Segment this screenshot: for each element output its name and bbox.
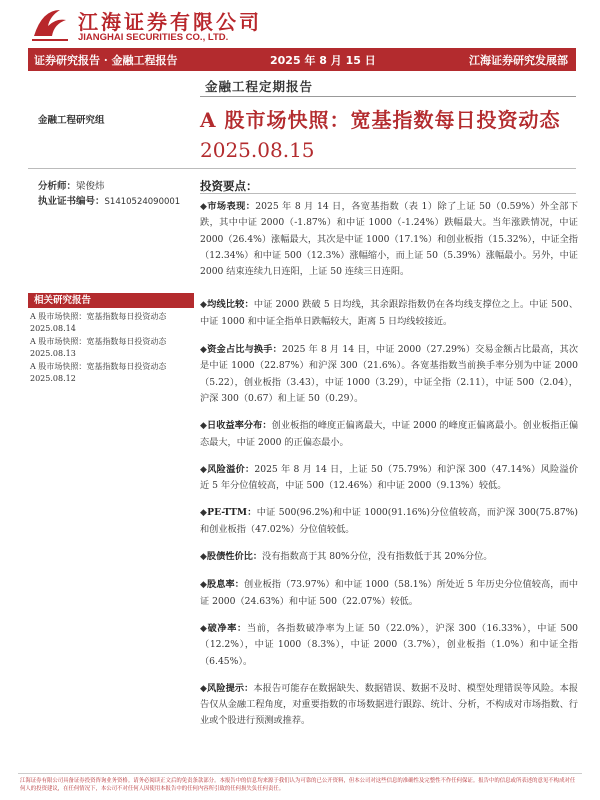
diamond-bullet-icon: ◆ [200,683,208,694]
header-department: 江海证券研究发展部 [469,54,568,67]
diamond-bullet-icon: ◆ [200,623,208,634]
paragraph-risk-premium [200,462,578,495]
paragraph-text: 2025 年 8 月 14 日，上证 50（75.79%）和沪深 300（47.14%）风险溢价近 5 年分位值较高，中证 500（12.46%）和中证 2000（9.13%）较低。 [200,463,579,492]
paragraph-text: 创业板指的峰度正偏离最大，中证 2000 的峰度正偏离最小。创业板指正偏态最大，中证 2000 的正偏态最小。 [200,420,579,448]
paragraph-text: 没有指数高于其 80%分位，没有指数低于其 20%分位。 [262,551,493,563]
logo-mark-icon [30,6,70,44]
report-type-rule [200,96,576,97]
paragraph-label: 均线比较： [207,299,254,311]
diamond-bullet-icon: ◆ [200,300,208,311]
paragraph-label: 破净率： [207,622,247,634]
paragraph-return-distribution [200,418,578,451]
paragraph-moving-average [200,297,578,330]
paragraph-label: PE-TTM： [207,507,257,519]
research-team: 金融工程研究组 [38,115,105,126]
paragraph-text: 2025 年 8 月 14 日，中证 2000（27.29%）交易金额占比最高，其次是中证 1000（22.87%）和沪深 300（21.6%）。各宽基指数当前换手率分别为中证 2000（5.22），创业板指（3.43），中证 1000（3.29），中证全指（2.11），中证 500（2.04），沪深 300（0.67）和上证 50（0.29）。 [200,344,579,404]
paragraph-label: 风险溢价： [207,463,255,475]
paragraph-turnover [200,342,578,407]
footer-rule [18,773,582,774]
related-report-item[interactable]: A 股市场快照：宽基指数每日投资动态 2025.08.12 [30,362,167,383]
company-logo [30,6,300,44]
paragraph-text: 中证 500(96.2%)和中证 1000(91.16%)分位值较高，而沪深 300(75.87%)和创业板指（47.02%）分位值较低。 [200,507,579,535]
header-bar [28,48,576,71]
company-name-en: JIANGHAI SECURITIES CO., LTD. [78,32,229,43]
diamond-bullet-icon: ◆ [200,508,208,519]
paragraph-label: 市场表现： [207,201,256,212]
diamond-bullet-icon: ◆ [200,580,207,591]
related-reports-heading: 相关研究报告 [28,293,194,308]
paragraph-text: 2025 年 8 月 14 日，各宽基指数（表 1）除了上证 50（0.59%）外全部下跌，其中中证 2000（-1.87%）和中证 1000（-1.24%）跌幅最大。当年涨跌情况，中证 2000（26.4%）涨幅最大，其次是中证 1000（17.1%）和创业板指（15.32%），中证全指（12.34%）和中证 500（12.3%）涨幅缩小，而上证 50（5.39%）涨幅最小。另外，中证 2000 结束连续九日连阳，上证 50 连续三日连阳。 [200,201,579,278]
paragraph-label: 资金占比与换手： [207,344,283,356]
paragraph-label: 股息率： [207,579,245,591]
key-points-heading: 投资要点： [200,179,258,193]
certificate-number: S1410524090001 [104,197,181,207]
paragraph-below-book-ratio [200,621,578,670]
certificate [38,193,180,207]
paragraph-risk-warning [200,681,578,730]
header-report-category: 证券研究报告 · 金融工程报告 [34,54,178,67]
diamond-bullet-icon: ◆ [200,421,207,432]
footer-disclaimer: 江海证券有限公司具备证券投资咨询业务资格。请务必阅读正文后的免责条款部分。本报告中的信息均来源于我们认为可靠的已公开资料，但本公司对这些信息的准确性及完整性不作任何保证。报告中的信息或所表述的意见不构成对任何人的投资建议，在任何情况下，本公司不对任何人因使用本报告中的任何内容所引致的任何损失负任何责任。 [20,778,576,792]
report-title: A 股市场快照：宽基指数每日投资动态 [200,108,561,132]
company-name-cn: 江海证券有限公司 [78,10,262,34]
paragraph-label: 股债性价比： [206,551,263,563]
paragraph-text: 中证 2000 跌破 5 日均线，其余跟踪指数仍在各均线支撑位之上。中证 500、中证 1000 和中证全指单日跌幅较大，距离 5 日均线较接近。 [200,299,579,327]
related-report-item[interactable]: A 股市场快照：宽基指数每日投资动态 2025.08.14 [30,312,167,333]
certificate-label: 执业证书编号： [38,196,105,207]
paragraph-label: 风险提示： [207,682,254,694]
paragraph-dividend-yield [200,577,578,610]
related-reports-list [30,311,190,386]
diamond-bullet-icon: ◆ [200,202,208,212]
paragraph-label: 日收益率分布： [206,420,272,432]
section-divider [28,168,576,169]
paragraph-pe-ttm [200,505,578,538]
paragraph-text: 本报告可能存在数据缺失、数据错误、数据不及时、模型处理错误等风险。本报告仅从金融工程角度，对重要指数的市场数据进行跟踪、统计、分析，不构成对市场指数、行业或个股进行预测或推荐。 [200,682,579,727]
paragraph-market-performance [200,199,578,280]
diamond-bullet-icon: ◆ [200,552,207,563]
analyst-label: 分析师： [38,181,77,192]
key-points-body [200,199,578,730]
report-type: 金融工程定期报告 [205,79,314,94]
analyst [38,178,105,192]
paragraph-text: 当前，各指数破净率为上证 50（22.0%），沪深 300（16.33%），中证 500（12.2%），中证 1000（8.3%），中证 2000（3.7%），创业板指（1.0%）和中证全指（6.45%）。 [200,622,579,667]
key-points-rule [200,193,576,194]
paragraph-stock-bond-ratio [200,549,578,565]
related-report-item[interactable]: A 股市场快照：宽基指数每日投资动态 2025.08.13 [30,337,167,358]
paragraph-text: 创业板指（73.97%）和中证 1000（58.1%）所处近 5 年历史分位值较高，而中证 2000（24.63%）和中证 500（22.07%）较低。 [200,579,578,607]
diamond-bullet-icon: ◆ [200,345,208,356]
report-title-date: 2025.08.15 [200,138,315,162]
analyst-name: 梁俊炜 [76,181,105,192]
header-date: 2025 年 8 月 15 日 [270,54,376,67]
diamond-bullet-icon: ◆ [200,464,208,475]
